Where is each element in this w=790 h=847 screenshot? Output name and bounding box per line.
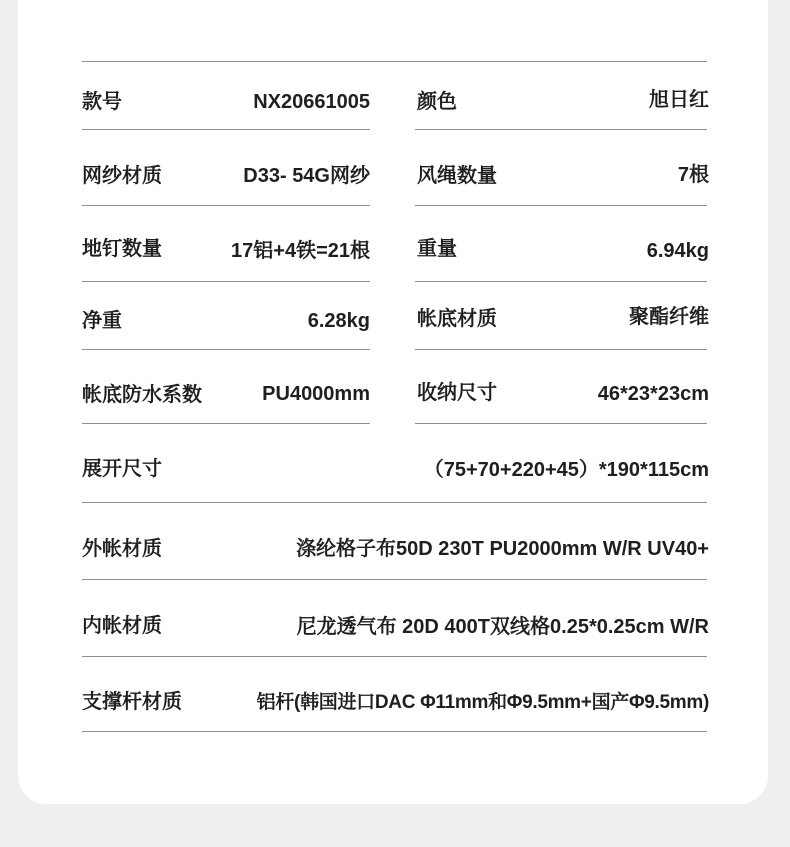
packed-size-value: 46*23*23cm — [597, 383, 709, 405]
floor-waterproof-label: 帐底防水系数 — [82, 384, 202, 406]
divider-top — [82, 61, 707, 62]
open-size-value: （75+70+220+45）*190*115cm — [423, 459, 709, 481]
divider — [415, 423, 707, 424]
fly-material-value: 涤纶格子布50D 230T PU2000mm W/R UV40+ — [296, 538, 709, 560]
pole-material-label: 支撑杆材质 — [82, 691, 182, 713]
weight-value: 6.94kg — [646, 240, 709, 262]
color-label: 颜色 — [417, 91, 457, 113]
divider — [82, 205, 370, 206]
style-number-value: NX20661005 — [253, 91, 370, 113]
color-value: 旭日红 — [649, 89, 709, 111]
divider — [415, 129, 707, 130]
divider — [82, 579, 707, 580]
guy-rope-count-value: 7根 — [677, 164, 709, 186]
floor-material-value: 聚酯纤维 — [629, 306, 709, 328]
net-weight-label: 净重 — [82, 310, 122, 332]
inner-tent-material-value: 尼龙透气布 20D 400T双线格0.25*0.25cm W/R — [296, 616, 709, 638]
divider — [82, 349, 370, 350]
mesh-material-value: D33- 54G网纱 — [243, 165, 370, 187]
divider-bottom — [82, 731, 707, 732]
style-number-label: 款号 — [82, 91, 122, 113]
divider — [82, 502, 707, 503]
divider — [82, 656, 707, 657]
divider — [82, 281, 370, 282]
packed-size-label: 收纳尺寸 — [417, 382, 497, 404]
net-weight-value: 6.28kg — [307, 310, 370, 332]
floor-waterproof-value: PU4000mm — [262, 383, 370, 405]
divider — [82, 129, 370, 130]
stake-count-label: 地钉数量 — [82, 238, 162, 260]
floor-material-label: 帐底材质 — [417, 308, 497, 330]
pole-material-value: 铝杆(韩国进口DAC Φ11mm和Φ9.5mm+国产Φ9.5mm) — [256, 692, 709, 713]
fly-material-label: 外帐材质 — [82, 538, 162, 560]
open-size-label: 展开尺寸 — [82, 458, 162, 480]
weight-label: 重量 — [417, 238, 457, 260]
divider — [82, 423, 370, 424]
guy-rope-count-label: 风绳数量 — [417, 165, 497, 187]
stake-count-value: 17铝+4铁=21根 — [231, 240, 370, 262]
divider — [415, 205, 707, 206]
mesh-material-label: 网纱材质 — [82, 165, 162, 187]
divider — [415, 281, 707, 282]
divider — [415, 349, 707, 350]
inner-tent-material-label: 内帐材质 — [82, 615, 162, 637]
